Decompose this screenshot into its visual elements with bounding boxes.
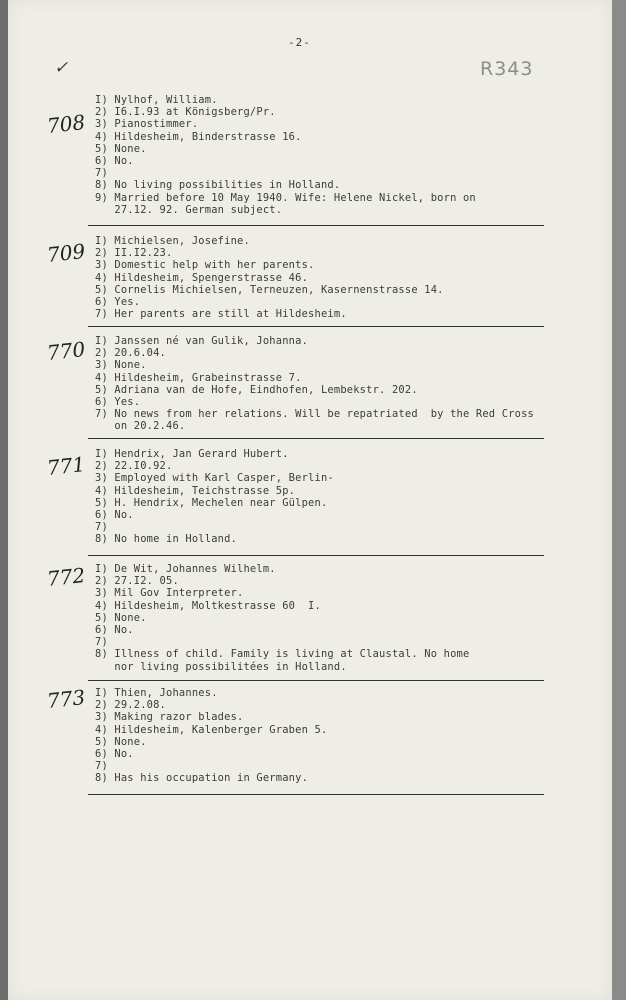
entry-line: 6) Yes. <box>95 396 141 409</box>
entry-line: 27.12. 92. German subject. <box>95 203 283 216</box>
entry-line: 5) Adriana van de Hofe, Eindhofen, Lembekstr. 202. <box>95 383 418 396</box>
entry-line: 4) Hildesheim, Binderstrasse 16. <box>95 130 302 143</box>
entry-line: 5) None. <box>95 142 147 155</box>
entry-line: 3) Mil Gov Interpreter. <box>95 587 244 600</box>
handwritten-entry-number: 771 <box>45 452 87 480</box>
entry-line: 2) 29.2.08. <box>95 699 167 712</box>
entry-line: 3) Employed with Karl Casper, Berlin- <box>95 472 334 485</box>
entry-708 <box>45 94 615 216</box>
entry-line: I) Janssen né van Gulik, Johanna. <box>95 335 309 347</box>
handwritten-entry-number: 770 <box>45 337 87 365</box>
entry-line: 6) Yes. <box>95 296 141 309</box>
entry-line: 7) <box>95 760 108 773</box>
entry-line: 7) <box>95 636 108 649</box>
entry-line: nor living possibilitées in Holland. <box>95 660 347 673</box>
entry-line: 3) None. <box>95 359 147 372</box>
entry-line: 7) No news from her relations. Will be repatriated by the Red Cross <box>95 408 534 421</box>
entry-773 <box>45 685 615 785</box>
entry-line: 2) II.I2.23. <box>95 247 173 260</box>
entry-line: I) Michielsen, Josefine. <box>95 235 250 247</box>
entry-line: 6) No. <box>95 624 134 637</box>
entry-line: I) Hendrix, Jan Gerard Hubert. <box>95 448 289 460</box>
entry-line: 3) Domestic help with her parents. <box>95 259 315 272</box>
entry-line: 8) Illness of child. Family is living at Claustal. No home <box>95 648 470 661</box>
entry-line: 5) None. <box>95 735 147 748</box>
entry-line: 2) 20.6.04. <box>95 347 167 360</box>
entry-line: 6) No. <box>95 748 134 761</box>
entry-709 <box>45 235 615 321</box>
page-number: -2- <box>288 36 311 49</box>
entry-line: 5) None. <box>95 611 147 624</box>
divider <box>88 680 544 681</box>
entry-line: 4) Hildesheim, Kalenberger Graben 5. <box>95 723 328 736</box>
entry-line: 8) Has his occupation in Germany. <box>95 772 309 785</box>
entry-line: 3) Making razor blades. <box>95 711 244 724</box>
entry-line: 6) No. <box>95 509 134 522</box>
entry-line: 2) I6.I.93 at Königsberg/Pr. <box>95 106 276 119</box>
entry-line: 2) 27.I2. 05. <box>95 575 179 588</box>
entry-line: 2) 22.I0.92. <box>95 460 173 473</box>
divider <box>88 794 544 795</box>
entry-line: 4) Hildesheim, Teichstrasse 5p. <box>95 484 296 497</box>
archive-reference-stamp: R343 <box>480 58 534 80</box>
divider <box>88 225 544 226</box>
divider <box>88 326 544 327</box>
entry-line: 5) H. Hendrix, Mechelen near Gülpen. <box>95 496 328 509</box>
handwritten-entry-number: 708 <box>45 110 87 138</box>
entry-line: 4) Hildesheim, Moltkestrasse 60 I. <box>95 599 321 612</box>
entry-line: I) Thien, Johannes. <box>95 687 218 699</box>
handwritten-entry-number: 709 <box>45 239 87 267</box>
entry-line: 4) Hildesheim, Spengerstrasse 46. <box>95 271 309 284</box>
entry-line: 5) Cornelis Michielsen, Terneuzen, Kasernenstrasse 14. <box>95 283 444 296</box>
entry-line: 7) Her parents are still at Hildesheim. <box>95 308 347 321</box>
entry-line: 7) <box>95 167 108 180</box>
entry-771 <box>45 448 615 546</box>
entry-line: 9) Married before 10 May 1940. Wife: Helene Nickel, born on <box>95 191 476 204</box>
handwritten-tick-mark: ✓ <box>54 58 69 78</box>
divider <box>88 555 544 556</box>
entry-line: 8) No living possibilities in Holland. <box>95 179 341 192</box>
entry-line: 7) <box>95 521 108 534</box>
entry-line: I) De Wit, Johannes Wilhelm. <box>95 563 276 575</box>
entry-772 <box>45 563 615 673</box>
entry-line: 4) Hildesheim, Grabeinstrasse 7. <box>95 371 302 384</box>
entry-line: 3) Pianostimmer. <box>95 118 199 131</box>
handwritten-entry-number: 773 <box>45 685 87 713</box>
entry-line: 8) No home in Holland. <box>95 533 238 546</box>
entry-line: I) Nylhof, William. <box>95 94 218 106</box>
entry-line: on 20.2.46. <box>95 420 186 433</box>
handwritten-entry-number: 772 <box>45 563 87 591</box>
entry-770 <box>45 335 615 433</box>
divider <box>88 438 544 439</box>
entry-line: 6) No. <box>95 155 134 168</box>
